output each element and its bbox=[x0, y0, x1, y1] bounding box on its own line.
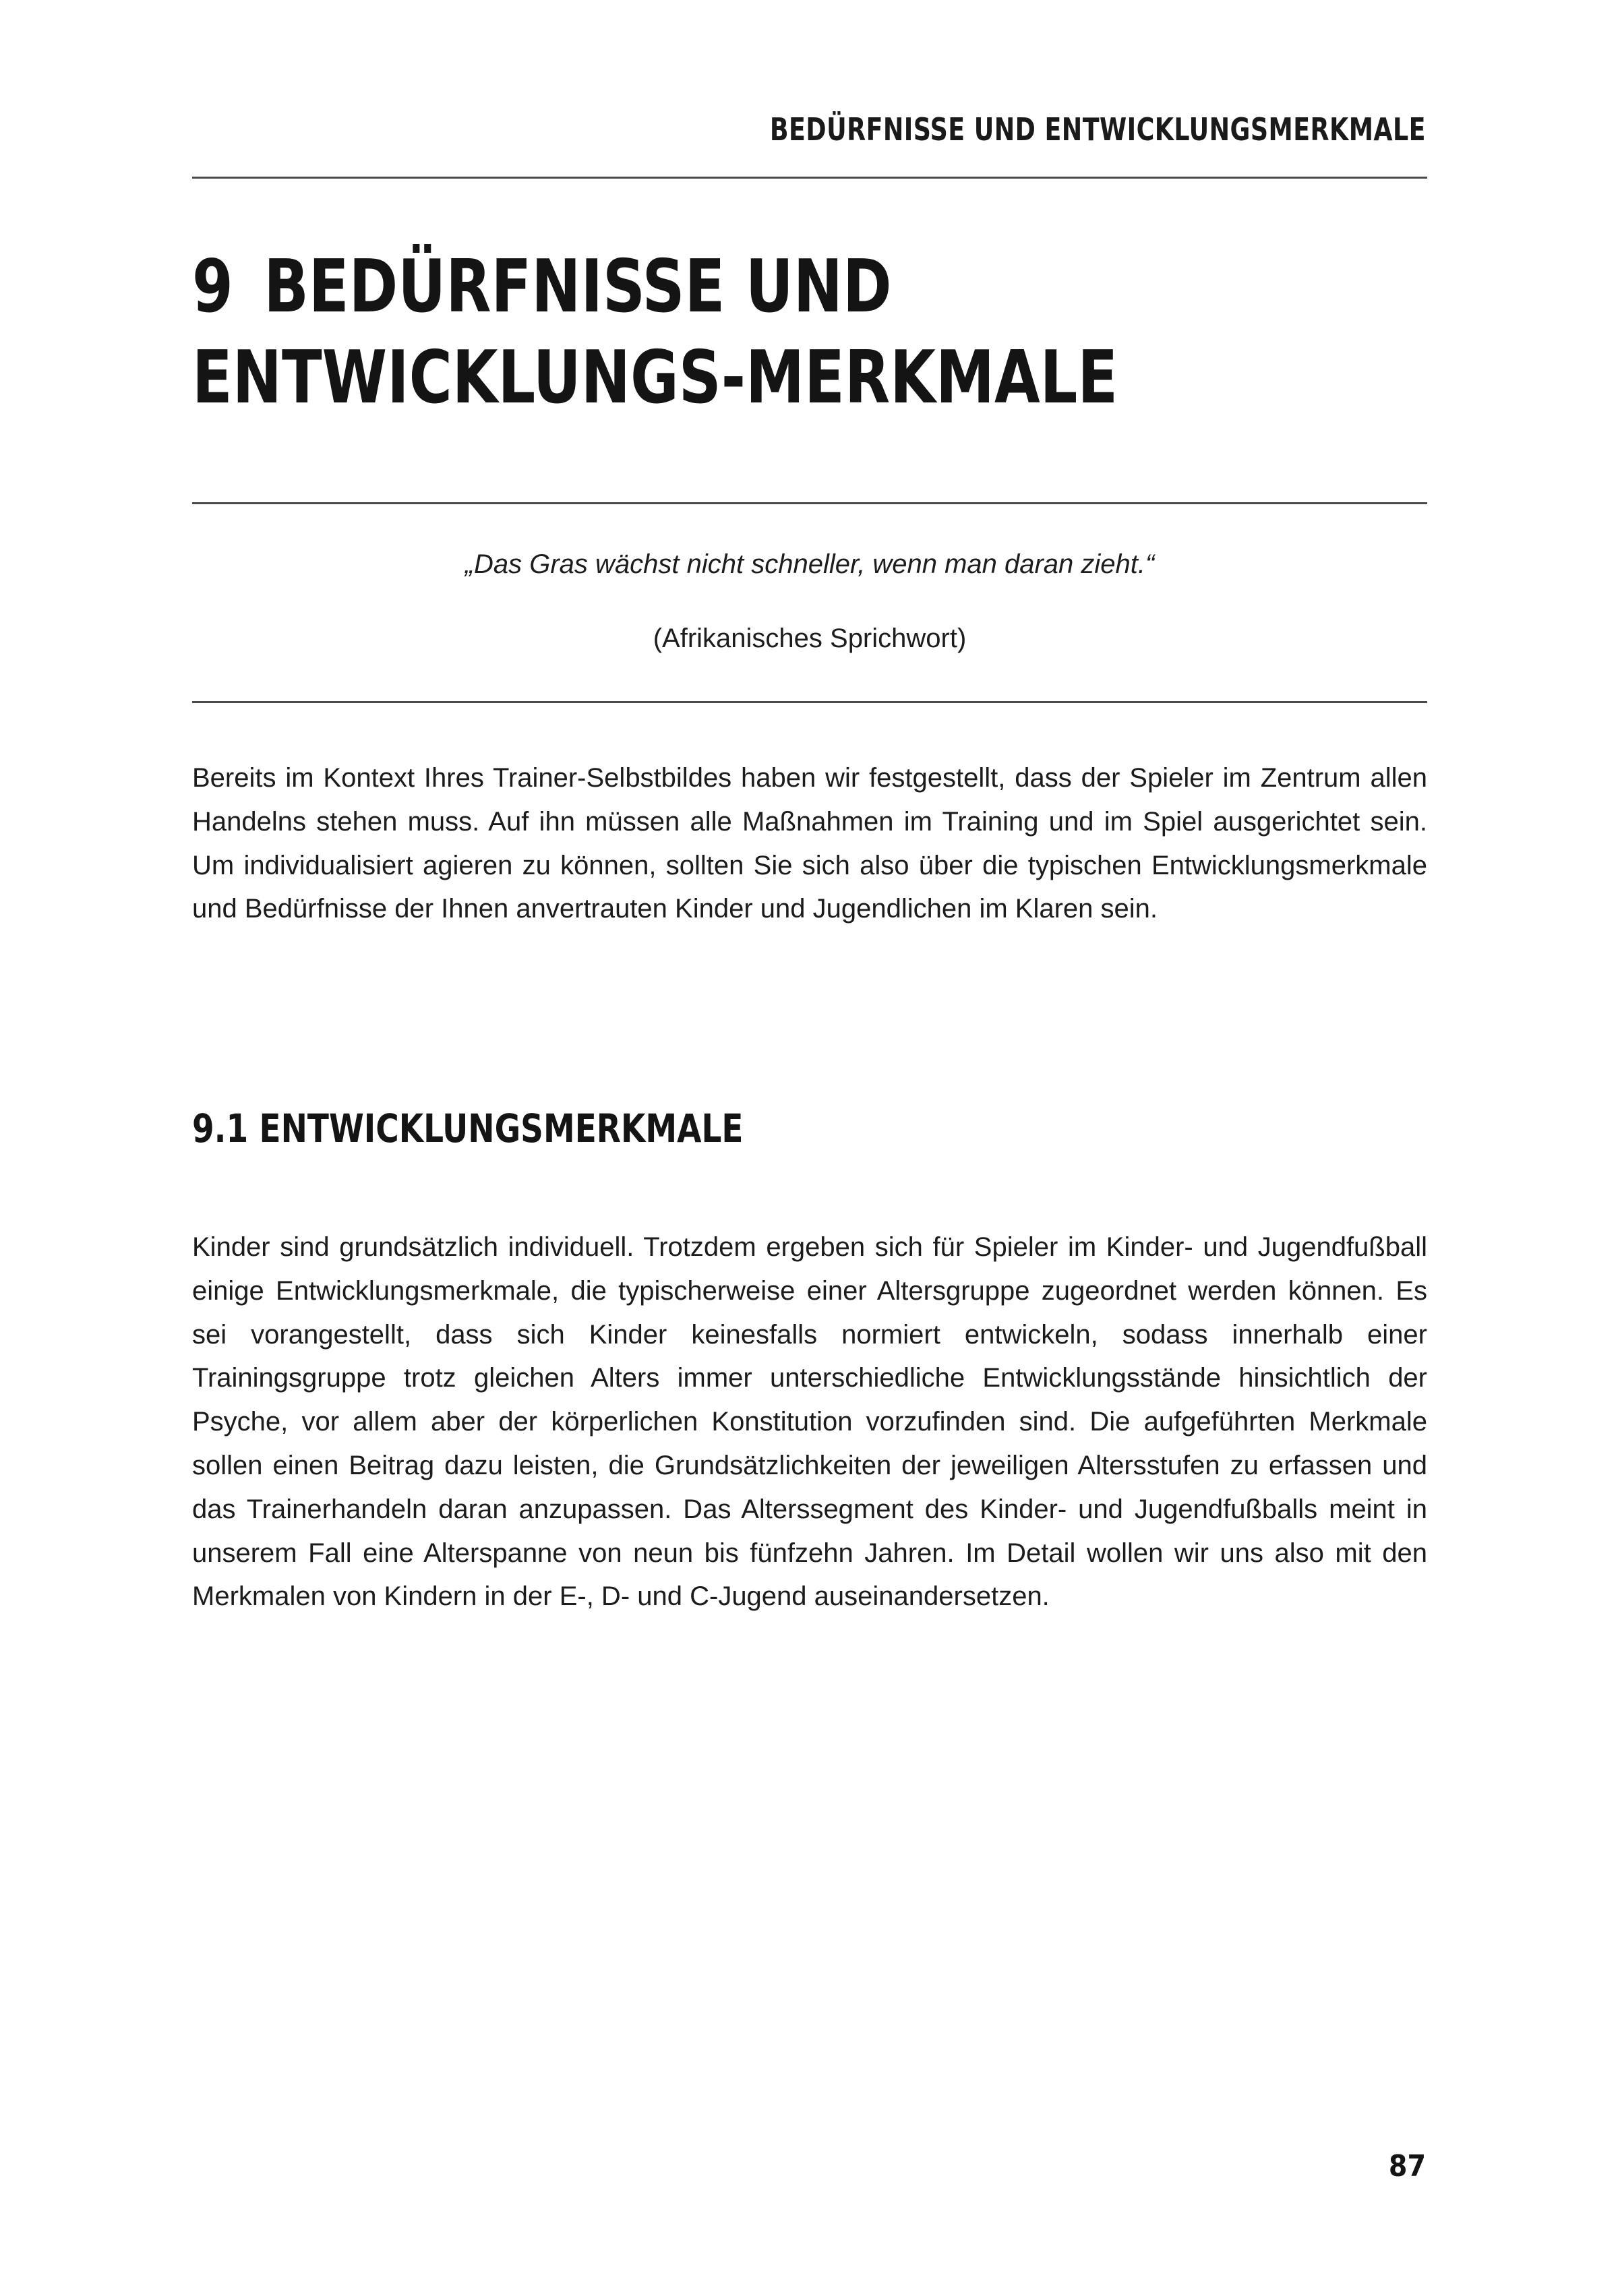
chapter-title bbox=[192, 241, 1433, 423]
section-paragraph: Kinder sind grundsätzlich individuell. Trotzdem ergeben sich für Spieler im Kinder- und Jugendfußball einige Entwicklungsmerkmale, die typischerweise einer Altersgruppe zugeordnet werden können. Es sei vorangestellt, dass sich Kinder keinesfalls normiert entwickeln, sodass innerhalb einer Trainingsgruppe trotz gleichen Alters immer unterschiedliche Entwicklungsstände hinsichtlich der Psyche, vor allem aber der körperlichen Konstitution vorzufinden sind. Die aufgeführten Merkmale sollen einen Beitrag dazu leisten, die Grundsätzlichkeiten der jeweiligen Altersstufen zu erfassen und das Trainerhandeln daran anzupassen. Das Alterssegment des Kinder- und Jugendfußballs meint in unserem Fall eine Alterspanne von neun bis fünfzehn Jahren. Im Detail wollen wir uns also mit den Merkmalen von Kindern in der E-, D- und C-Jugend auseinandersetzen. bbox=[192, 1232, 1427, 1612]
title-divider-rule bbox=[192, 502, 1427, 504]
epigraph-quote: „Das Gras wächst nicht schneller, wenn man daran zieht.“ bbox=[465, 549, 1155, 579]
running-header: BEDÜRFNISSE UND ENTWICKLUNGSMERKMALE bbox=[769, 111, 1426, 148]
header-divider-rule bbox=[192, 177, 1427, 179]
quote-divider-rule bbox=[192, 701, 1427, 703]
page-number: 87 bbox=[1388, 2149, 1426, 2183]
epigraph-source: (Afrikanisches Sprichwort) bbox=[653, 624, 967, 653]
section-heading-text: 9.1 ENTWICKLUNGSMERKMALE bbox=[192, 1106, 744, 1151]
section-heading bbox=[192, 1106, 1427, 1151]
intro-paragraph: Bereits im Kontext Ihres Trainer-Selbstbildes haben wir festgestellt, dass der Spieler im Zentrum allen Handelns stehen muss. Auf ihn müssen alle Maßnahmen im Training und im Spiel ausgerichtet sein. Um individualisiert agieren zu können, sollten Sie sich also über die typischen Entwicklungsmerkmale und Bedürfnisse der Ihnen anvertrauten Kinder und Jugendlichen im Klaren sein. bbox=[192, 763, 1427, 924]
chapter-number: 9 bbox=[192, 245, 233, 329]
chapter-title-text: BEDÜRFNISSE UND ENTWICKLUNGS-MERKMALE bbox=[192, 245, 1118, 420]
